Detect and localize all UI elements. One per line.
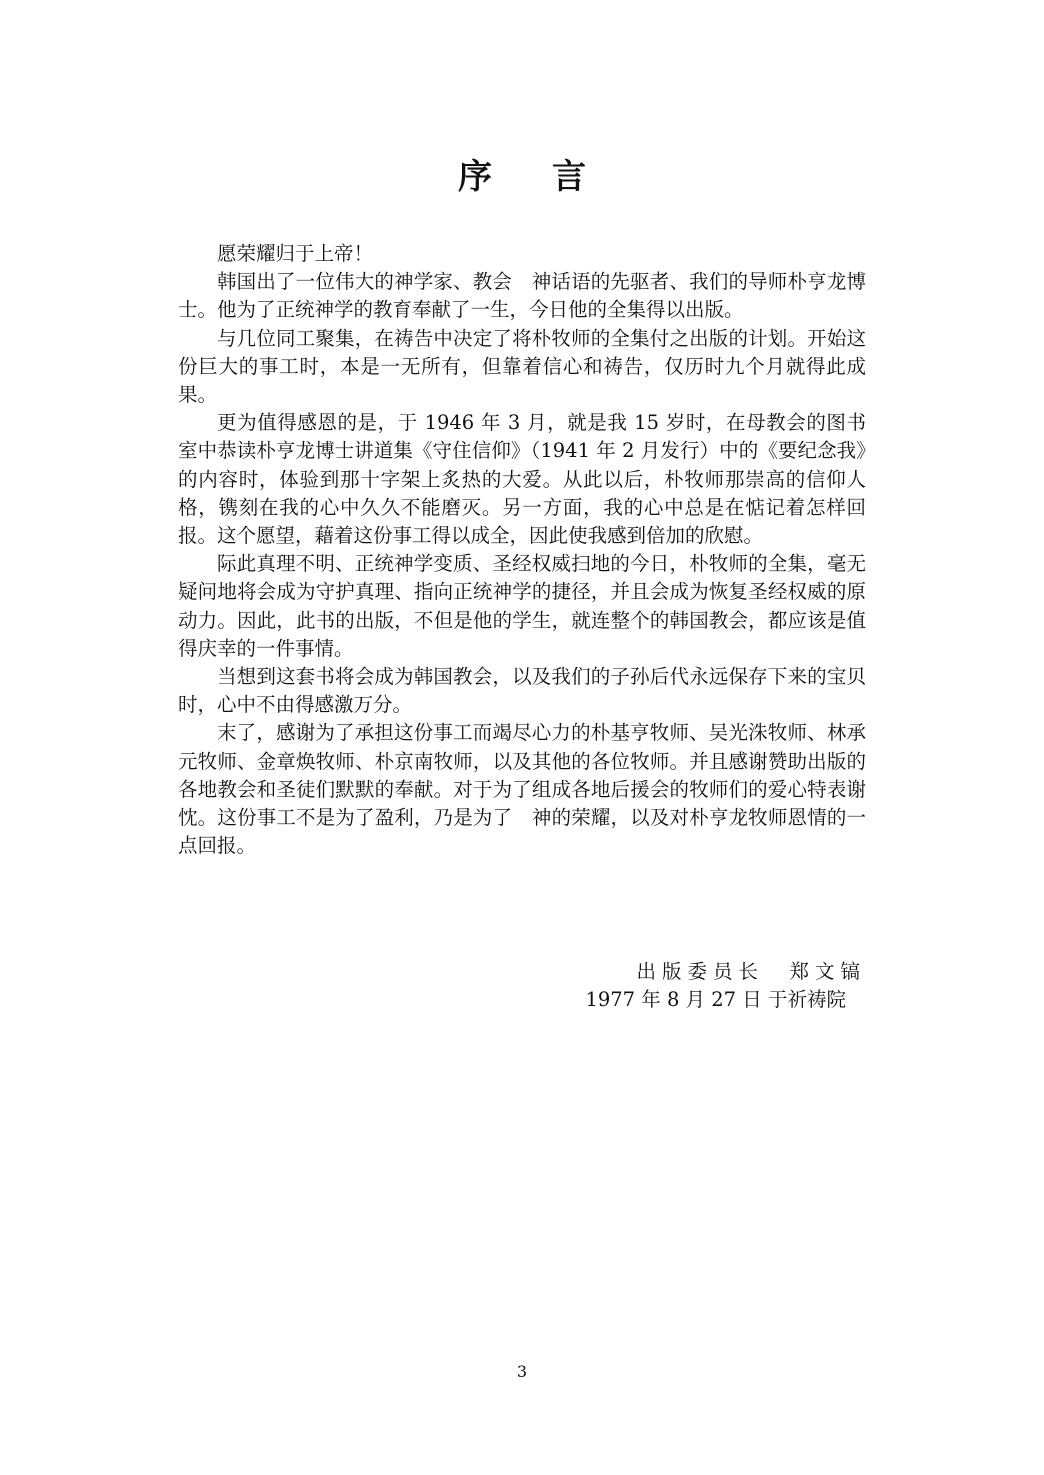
paragraph-1: 韩国出了一位伟大的神学家、教会 神话语的先驱者、我们的导师朴亨龙博士。他为了正统神学的教育奉献了一生，今日他的全集得以出版。 xyxy=(178,270,866,322)
paragraph-greeting: 愿荣耀归于上帝！ xyxy=(217,242,374,265)
paragraph-2: 与几位同工聚集，在祷告中决定了将朴牧师的全集付之出版的计划。开始这份巨大的事工时，本是一无所有，但靠着信心和祷告，仅历时九个月就得此成果。 xyxy=(178,326,866,407)
signature-date: 1977 年 8 月 27 日 于祈祷院 xyxy=(585,988,846,1012)
page-number: 3 xyxy=(516,1362,528,1381)
page-title xyxy=(0,152,1044,202)
paragraph-6: 末了，感谢为了承担这份事工而竭尽心力的朴基亨牧师、吴光洙牧师、林承元牧师、金章焕牧师、朴京南牧师，以及其他的各位牧师。并且感谢赞助出版的各地教会和圣徒们默默的奉献。对于为了组成各地后援会的牧师们的爱心特表谢忱。这份事工不是为了盈利，乃是为了 神的荣耀，以及对朴亨龙牧师恩情的一点回报。 xyxy=(178,721,866,858)
paragraph-5: 当想到这套书将会成为韩国教会，以及我们的子孙后代永远保存下来的宝贝时，心中不由得感激万分。 xyxy=(178,665,866,717)
paragraph-3: 更为值得感恩的是，于 1946 年 3 月，就是我 15 岁时，在母教会的图书室中恭读朴亨龙博士讲道集《守住信仰》（1941 年 2 月发行）中的《要纪念我》的内容时，体验到那十字架上炙热的大爱。从此以后，朴牧师那崇高的信仰人格，镌刻在我的心中久久不能磨灭。另一方面，我的心中总是在惦记着怎样回报。这个愿望，藉着这份事工得以成全，因此使我感到倍加的欣慰。 xyxy=(178,411,866,548)
title-char-1: 序 xyxy=(458,157,492,197)
paragraph-4: 际此真理不明、正统神学变质、圣经权威扫地的今日，朴牧师的全集，毫无疑问地将会成为守护真理、指向正统神学的捷径，并且会成为恢复圣经权威的原动力。因此，此书的出版，不但是他的学生，就连整个的韩国教会，都应该是值得庆幸的一件事情。 xyxy=(178,552,866,660)
signature-block xyxy=(560,958,866,1014)
body-text xyxy=(178,240,866,860)
signature-title: 出版委员长 郑文镐 xyxy=(636,960,866,983)
title-char-2: 言 xyxy=(552,157,586,197)
